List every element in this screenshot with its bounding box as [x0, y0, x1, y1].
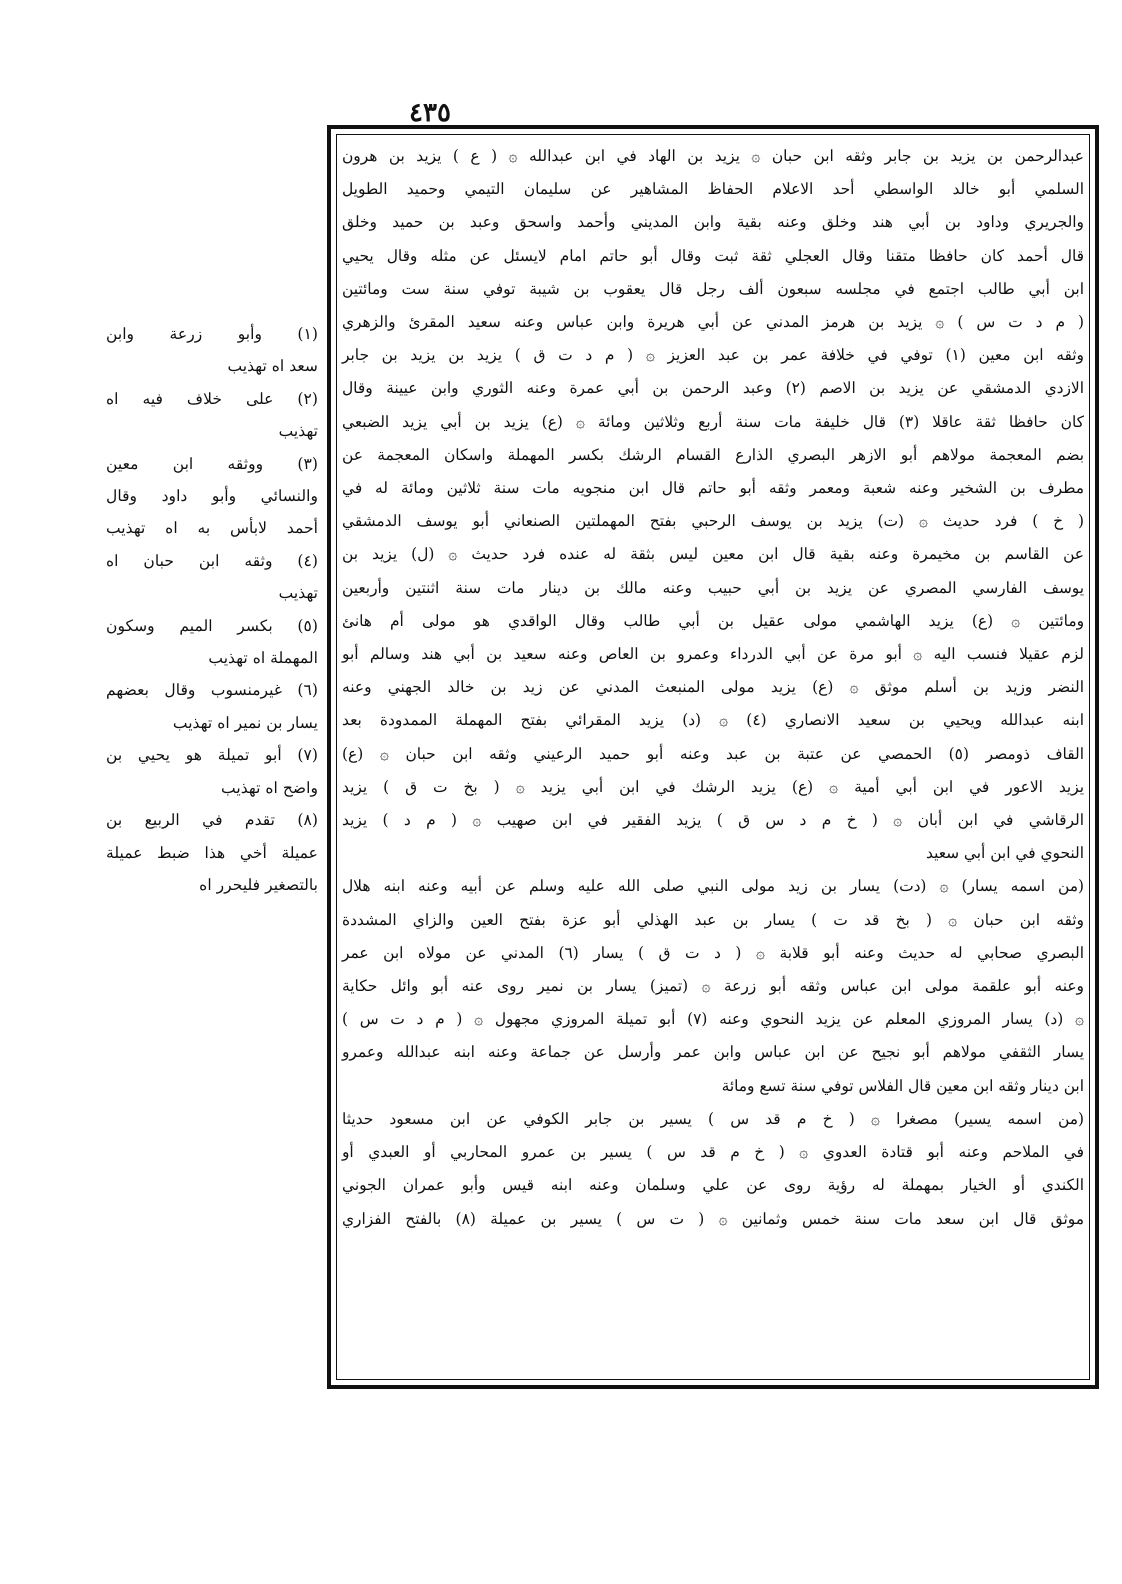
- footnote-line: والنسائي وأبو داود وقال: [106, 487, 318, 506]
- page-number: ٤٣٥: [409, 98, 451, 128]
- text-line: وثقه ابن حبان ۞ ( بخ قد ت ) يسار بن عبد الهذلي أبو عزة بفتح العين والزاي المشددة: [342, 910, 1084, 929]
- footnote-line: (٨) تقدم في الربيع بن: [106, 811, 318, 830]
- text-line: الرقاشي في ابن أبان ۞ ( خ م د س ق ) يزيد الفقير في ابن صهيب ۞ ( م د ) يزيد: [342, 811, 1084, 830]
- text-line: ( م د ت س ) ۞ يزيد بن هرمز المدني عن أبي هريرة وابن عباس وعنه سعيد المقرئ والزهري: [342, 313, 1084, 332]
- main-text-block: [342, 140, 1084, 1376]
- footnote-line: أحمد لابأس به اه تهذيب: [106, 519, 318, 538]
- text-line: وعنه أبو علقمة مولى ابن عباس وثقه أبو زرعة ۞ (تميز) يسار بن نمير روى عنه أبو وائل حكاية: [342, 977, 1084, 996]
- footnote-line: بالتصغير فليحرر اه: [199, 875, 318, 894]
- text-line: عبدالرحمن بن يزيد بن جابر وثقه ابن حبان ۞ يزيد بن الهاد في ابن عبدالله ۞ ( ع ) يزيد بن هرون: [342, 147, 1084, 165]
- footnote-line: تهذيب: [278, 584, 318, 603]
- text-line: يوسف الفارسي المصري عن يزيد بن أبي حبيب وعنه مالك بن دينار مات سنة اثنتين وأربعين: [342, 578, 1084, 597]
- footnote-line: (٤) وثقه ابن حبان اه: [106, 551, 318, 570]
- text-line: القاف ذومصر (٥) الحمصي عن عتبة بن عبد وعنه أبو حميد الرعيني وثقه ابن حبان ۞ (ع): [342, 744, 1084, 763]
- text-line: عن القاسم بن مخيمرة وعنه بقية قال ابن معين ليس بثقة له عنده فرد حديث ۞ (ل) يزيد بن: [342, 545, 1084, 564]
- text-line: يسار الثقفي مولاهم أبو نجيح عن ابن عباس وابن عمر وأرسل عن جماعة وعنه ابنه عبدالله وعمرو: [342, 1043, 1084, 1062]
- text-line: لزم عقيلا فنسب اليه ۞ أبو مرة عن أبي الدرداء وعمرو بن العاص وعنه سعيد بن أبي هند وسالم أبو: [342, 645, 1084, 664]
- text-line: ابن أبي طالب اجتمع في مجلسه سبعون ألف رجل قال يعقوب بن شيبة توفي سنة ست ومائتين: [342, 279, 1084, 298]
- footnote-line: (١) وأبو زرعة وابن: [106, 325, 318, 343]
- text-line: وثقه ابن معين (١) توفي في خلافة عمر بن عبد العزيز ۞ ( م د ت ق ) يزيد بن يزيد بن جابر: [342, 346, 1084, 365]
- text-line: يزيد الاعور في ابن أبي أمية ۞ (ع) يزيد الرشك في ابن أبي يزيد ۞ ( بخ ت ق ) يزيد: [342, 777, 1084, 796]
- text-line: ومائتين ۞ (ع) يزيد الهاشمي مولى عقيل بن أبي طالب وقال الواقدي هو مولى أم هانئ: [342, 611, 1084, 630]
- footnote-line: تهذيب: [278, 422, 318, 441]
- footnote-line: (٣) ووثقه ابن معين: [106, 454, 318, 473]
- text-line: الازدي الدمشقي عن يزيد بن الاصم (٢) وعبد الرحمن بن أبي عمرة وعنه الثوري وابن عيينة وقال: [342, 379, 1084, 398]
- text-line: مطرف بن الشخير وعنه شعبة ومعمر وثقه أبو حاتم قال ابن منجويه مات سنة ثلاثين ومائة له في: [342, 479, 1084, 498]
- footnote-line: عميلة أخي هذا ضبط عميلة: [106, 843, 318, 862]
- footnote-line: يسار بن نمير اه تهذيب: [172, 713, 318, 732]
- footnote-line: واضح اه تهذيب: [221, 778, 318, 797]
- text-line: ابنه عبدالله ويحيي بن سعيد الانصاري (٤) ۞ (د) يزيد المقرائي بفتح المهملة الممدودة بعد: [342, 711, 1084, 730]
- text-line: ۞ (د) يسار المروزي المعلم عن يزيد النحوي وعنه (٧) أبو تميلة المروزي مجهول ۞ ( م د ت س ): [342, 1010, 1084, 1029]
- text-line: في الملاحم وعنه أبو قتادة العدوي ۞ ( خ م قد س ) يسير بن عمرو المحاربي أو العبدي أو: [342, 1143, 1084, 1162]
- text-line: النضر وزيد بن أسلم موثق ۞ (ع) يزيد مولى المنبعث المدني عن زيد بن خالد الجهني وعنه: [342, 678, 1084, 697]
- text-line: والجريري وداود بن أبي هند وخلق وعنه بقية وابن المديني وأحمد واسحق وعبد بن حميد وخلق: [342, 213, 1084, 232]
- text-line: بضم المعجمة مولاهم أبو الازهر البصري الذارع القسام الرشك بكسر المهملة واسكان المعجمة عن: [342, 445, 1084, 464]
- footnote-line: (٧) أبو تميلة هو يحيي بن: [106, 746, 318, 765]
- text-line: كان حافظا ثقة عاقلا (٣) قال خليفة مات سنة أربع وثلاثين ومائة ۞ (ع) يزيد بن أبي يزيد الضبعي: [342, 412, 1084, 431]
- text-line: السلمي أبو خالد الواسطي أحد الاعلام الحفاظ المشاهير عن سليمان التيمي وحميد الطويل: [342, 180, 1084, 199]
- margin-footnotes: [106, 318, 318, 894]
- text-line: قال أحمد كان حافظا متقنا وقال العجلي ثقة ثبت وقال أبو حاتم امام لايسئل عن مثله وقال يحيي: [342, 246, 1084, 265]
- footnote-line: (٢) على خلاف فيه اه: [106, 389, 318, 408]
- text-line: ( خ ) فرد حديث ۞ (ت) يزيد بن يوسف الرحبي بفتح المهملتين الصنعاني أبو يوسف الدمشقي: [342, 512, 1084, 531]
- text-line: الكندي أو الخيار بمهملة له رؤية روى عن علي وسلمان وعنه ابنه قيس وأبو عمران الجوني: [342, 1176, 1084, 1195]
- footnote-line: المهملة اه تهذيب: [208, 649, 318, 668]
- footnote-line: (٦) غيرمنسوب وقال بعضهم: [106, 681, 318, 700]
- text-line: ابن دينار وثقه ابن معين قال الفلاس توفي سنة تسع ومائة: [721, 1076, 1084, 1095]
- footnote-line: سعد اه تهذيب: [227, 357, 318, 376]
- text-line: (من اسمه يسير) مصغرا ۞ ( خ م قد س ) يسير بن جابر الكوفي عن ابن مسعود حديثا: [342, 1109, 1084, 1128]
- text-line: البصري صحابي له حديث وعنه أبو قلابة ۞ ( د ت ق ) يسار (٦) المدني عن مولاه ابن عمر: [342, 943, 1084, 962]
- footnote-line: (٥) بكسر الميم وسكون: [106, 616, 318, 635]
- text-line: (من اسمه يسار) ۞ (دت) يسار بن زيد مولى النبي صلى الله عليه وسلم عن أبيه وعنه ابنه هلال: [342, 877, 1084, 896]
- text-line: النحوي في ابن أبي سعيد: [925, 844, 1084, 863]
- text-line: موثق قال ابن سعد مات سنة خمس وثمانين ۞ ( ت س ) يسير بن عميلة (٨) بالفتح الفزاري: [342, 1209, 1084, 1228]
